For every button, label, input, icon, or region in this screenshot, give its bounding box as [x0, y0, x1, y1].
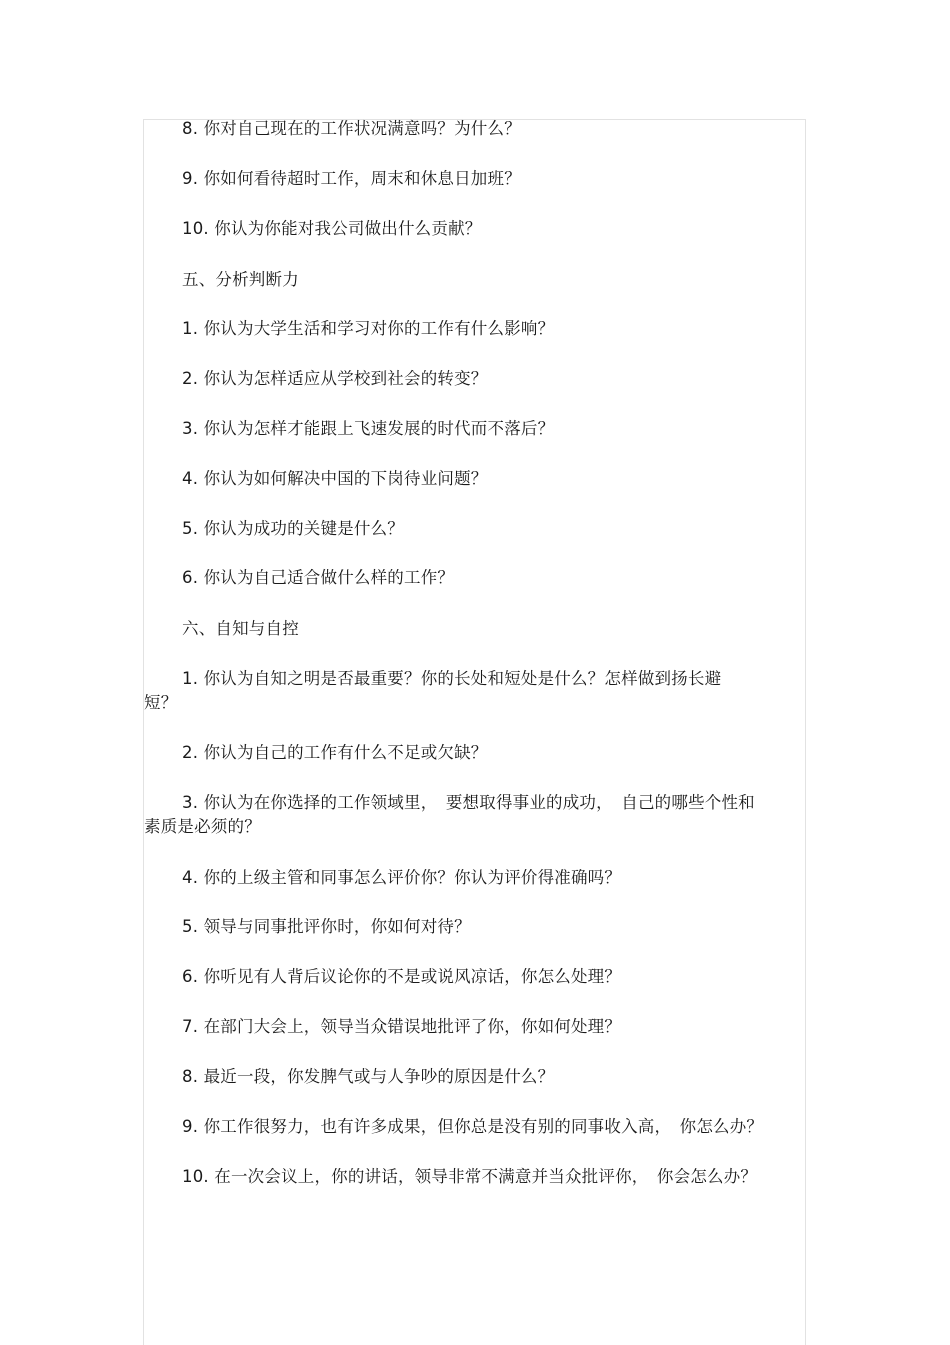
question-line: 1. 你认为大学生活和学习对你的工作有什么影响？: [182, 319, 555, 338]
question-line: 3. 你认为怎样才能跟上飞速发展的时代而不落后？: [182, 419, 555, 438]
question-line: 2. 你认为怎样适应从学校到社会的转变？: [182, 369, 488, 388]
question-line: 9. 你工作很努力，也有许多成果，但你总是没有别的同事收入高， 你怎么办？: [182, 1117, 764, 1136]
question-line: 4. 你认为如何解决中国的下岗待业问题？: [182, 469, 488, 488]
section-heading: 六、自知与自控: [182, 619, 299, 638]
question-line-continued: 短？: [144, 693, 178, 712]
question-line: 5. 领导与同事批评你时，你如何对待？: [182, 917, 471, 936]
question-line: 8. 你对自己现在的工作状况满意吗？为什么？: [182, 119, 521, 138]
question-line: 4. 你的上级主管和同事怎么评价你？你认为评价得准确吗？: [182, 868, 622, 887]
question-line: 6. 你认为自己适合做什么样的工作？: [182, 568, 455, 587]
question-line: 2. 你认为自己的工作有什么不足或欠缺？: [182, 743, 488, 762]
question-line: 10. 你认为你能对我公司做出什么贡献？: [182, 219, 482, 238]
question-line: 6. 你听见有人背后议论你的不是或说风凉话，你怎么处理？: [182, 967, 622, 986]
question-line: 8. 最近一段，你发脾气或与人争吵的原因是什么？: [182, 1067, 555, 1086]
question-line: 3. 你认为在你选择的工作领域里， 要想取得事业的成功， 自己的哪些个性和: [182, 793, 755, 812]
question-line: 1. 你认为自知之明是否最重要？你的长处和短处是什么？怎样做到扬长避: [182, 669, 722, 688]
section-heading: 五、分析判断力: [182, 270, 299, 289]
question-line-continued: 素质是必须的？: [144, 817, 261, 836]
question-line: 10. 在一次会议上，你的讲话，领导非常不满意并当众批评你， 你会怎么办？: [182, 1167, 758, 1186]
question-line: 5. 你认为成功的关键是什么？: [182, 519, 404, 538]
question-line: 7. 在部门大会上，领导当众错误地批评了你，你如何处理？: [182, 1017, 622, 1036]
question-line: 9. 你如何看待超时工作，周末和休息日加班？: [182, 169, 521, 188]
page-frame: [143, 119, 806, 1345]
